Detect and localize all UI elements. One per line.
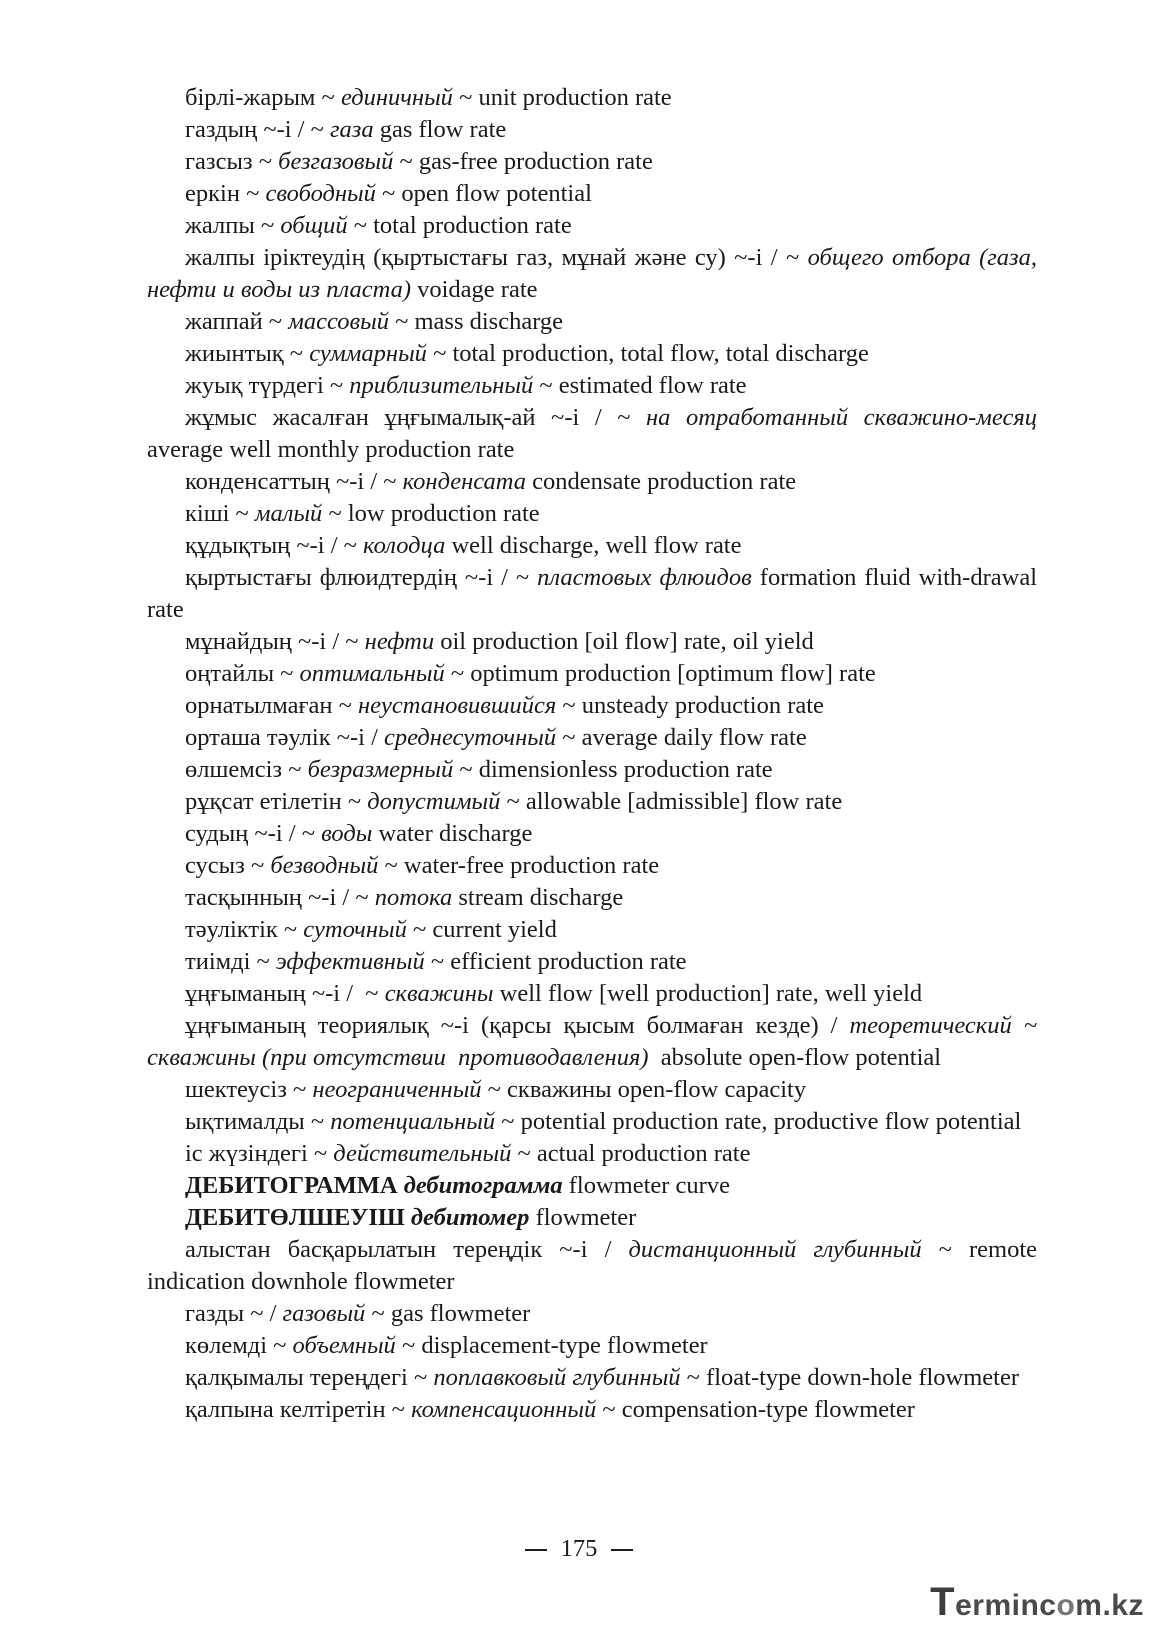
dictionary-entry xyxy=(147,850,1037,882)
dictionary-entry xyxy=(147,690,1037,722)
entry-headword: ДЕБИТОГРАММА xyxy=(185,1172,404,1199)
dictionary-entry xyxy=(147,178,1037,210)
entry-text: ~ efficient production rate xyxy=(424,948,687,975)
entry-russian-term: конденсата xyxy=(402,468,527,495)
entry-text: ~ actual production rate xyxy=(511,1140,751,1167)
entry-text: іс жүзіндегі ~ xyxy=(185,1140,334,1167)
entry-russian-term: газовый xyxy=(282,1300,366,1327)
entry-russian-term: безводный xyxy=(270,852,379,879)
entry-russian-term: потока xyxy=(374,884,453,911)
page-number: 175 xyxy=(560,1535,598,1562)
entry-text: flowmeter xyxy=(529,1204,637,1231)
entry-russian-term: массовый xyxy=(288,308,389,335)
dictionary-entry xyxy=(147,1234,1044,1298)
entry-text: конденсаттың ~-і / ~ xyxy=(185,468,403,495)
dictionary-entry xyxy=(147,530,1037,562)
entry-text: жалпы іріктеудің (қыртыстағы газ, мұнай және су) ~-і / ~ xyxy=(185,244,808,271)
entry-text: ~ allowable [admissible] flow rate xyxy=(500,788,843,815)
logo-o: o xyxy=(1056,1589,1076,1622)
dictionary-entry xyxy=(147,754,1037,786)
entry-russian-term: теоретический ~ скважины (при отсутствии противодавления) xyxy=(147,1012,1044,1071)
dictionary-entry xyxy=(147,1362,1037,1394)
entry-text: оңтайлы ~ xyxy=(185,660,300,687)
dictionary-entry xyxy=(147,978,1037,1010)
termincom-logo xyxy=(930,1580,1144,1625)
dictionary-entry xyxy=(147,370,1037,402)
entry-text: газды ~ / xyxy=(185,1300,283,1327)
entry-text: тасқынның ~-і / ~ xyxy=(185,884,375,911)
entry-russian-term: дистанционный глубинный xyxy=(628,1236,922,1263)
entry-text: қалпына келтіретін ~ xyxy=(185,1396,412,1423)
entry-text: flowmeter curve xyxy=(562,1172,730,1199)
dictionary-entry xyxy=(147,1394,1037,1426)
entry-text: ~ average daily flow rate xyxy=(556,724,807,751)
entry-text: well flow [well production] rate, well yield xyxy=(493,980,923,1007)
entry-text: қалқымалы тереңдегі ~ xyxy=(185,1364,434,1391)
entry-text: ~ dimensionless production rate xyxy=(453,756,773,783)
entry-text: шектеусіз ~ xyxy=(185,1076,313,1103)
footer-dash-left xyxy=(525,1549,547,1551)
entry-text: рұқсат етілетін ~ xyxy=(185,788,368,815)
entry-text: еркін ~ xyxy=(185,180,266,207)
entry-text: орташа тәулік ~-і / xyxy=(185,724,385,751)
entry-text: ~ displacement-type flowmeter xyxy=(395,1332,708,1359)
entry-text: орнатылмаған ~ xyxy=(185,692,358,719)
entry-russian-term: общего отбора (газа, нефти и воды из пласта) xyxy=(147,244,1044,303)
entry-text: ~ unit production rate xyxy=(452,84,672,111)
footer-dash-right xyxy=(611,1549,633,1551)
entry-headword: ДЕБИТӨЛШЕУІШ xyxy=(185,1204,411,1231)
entry-russian-term: поплавковый глубинный xyxy=(433,1364,681,1391)
entry-text: қыртыстағы флюидтердің ~-і / ~ xyxy=(185,564,538,591)
entry-text: ~ low production rate xyxy=(322,500,540,527)
entry-text: voidage rate xyxy=(410,276,538,303)
entry-text: жаппай ~ xyxy=(185,308,289,335)
entry-russian-term: действительный xyxy=(333,1140,512,1167)
entry-text: жиынтық ~ xyxy=(185,340,310,367)
entry-russian-term: малый xyxy=(254,500,323,527)
entry-text: ~ open flow potential xyxy=(375,180,592,207)
dictionary-entry xyxy=(147,114,1037,146)
dictionary-entry xyxy=(147,1298,1037,1330)
entry-russian-term: общий xyxy=(280,212,348,239)
dictionary-entry xyxy=(147,658,1037,690)
entry-text: жуық түрдегі ~ xyxy=(185,372,350,399)
dictionary-entry xyxy=(147,498,1037,530)
entry-russian-term: приблизительный xyxy=(349,372,534,399)
dictionary-entry xyxy=(147,882,1037,914)
entry-text: ~ water-free production rate xyxy=(378,852,660,879)
dictionary-entry xyxy=(147,306,1037,338)
entry-text: өлшемсіз ~ xyxy=(185,756,308,783)
entry-russian-term: нефти xyxy=(364,628,435,655)
entry-text: алыстан басқарылатын тереңдік ~-і / xyxy=(185,1236,629,1263)
entry-text: судың ~-і / ~ xyxy=(185,820,322,847)
entry-russian-term: единичный xyxy=(340,84,453,111)
entry-russian-term: пластовых флюидов xyxy=(537,564,752,591)
entry-russian-term: скважины xyxy=(384,980,494,1007)
entry-text: жұмыс жасалған ұңғымалық-ай ~-і / ~ xyxy=(185,404,647,431)
dictionary-entry xyxy=(147,210,1037,242)
entry-text: gas flow rate xyxy=(373,116,507,143)
dictionary-entry xyxy=(147,338,1037,370)
dictionary-entry xyxy=(147,946,1037,978)
entry-text: көлемді ~ xyxy=(185,1332,293,1359)
entry-text: ~ gas flowmeter xyxy=(365,1300,531,1327)
dictionary-entry xyxy=(147,466,1037,498)
entry-russian-term: свободный xyxy=(265,180,376,207)
dictionary-entry xyxy=(147,626,1037,658)
entry-text: ~ compensation-type flowmeter xyxy=(596,1396,915,1423)
entry-russian-term: компенсационный xyxy=(411,1396,597,1423)
dictionary-entry xyxy=(147,1074,1037,1106)
dictionary-entry xyxy=(147,914,1037,946)
entry-text: ~ estimated flow rate xyxy=(533,372,747,399)
dictionary-entry xyxy=(147,1106,1037,1138)
entry-text: тәуліктік ~ xyxy=(185,916,304,943)
entry-text: сусыз ~ xyxy=(185,852,271,879)
entry-russian-term: колодца xyxy=(363,532,446,559)
entry-text: oil production [oil flow] rate, oil yield xyxy=(434,628,814,655)
dictionary-entry xyxy=(147,562,1044,626)
entry-russian-term: неограниченный xyxy=(312,1076,482,1103)
page-footer xyxy=(0,1535,1158,1563)
entry-text: average well monthly production rate xyxy=(147,404,1044,463)
dictionary-entry xyxy=(147,146,1037,178)
entry-russian-term: газа xyxy=(329,116,374,143)
entry-text: formation fluid with-drawal rate xyxy=(147,564,1044,623)
entry-text: кіші ~ xyxy=(185,500,255,527)
dictionary-entry xyxy=(147,1010,1044,1074)
entry-text: ~ mass discharge xyxy=(388,308,564,335)
entry-text: ықтималды ~ xyxy=(185,1108,331,1135)
entry-text: ~ unsteady production rate xyxy=(556,692,824,719)
entry-text: ~ total production, total flow, total discharge xyxy=(426,340,869,367)
dictionary-entry xyxy=(147,722,1037,754)
entry-russian-term: суммарный xyxy=(309,340,427,367)
logo-domain: m.kz xyxy=(1075,1589,1144,1622)
entry-text: ~ current yield xyxy=(406,916,557,943)
entry-russian-term: воды xyxy=(321,820,373,847)
entry-text: ~ скважины open-flow capacity xyxy=(481,1076,807,1103)
dictionary-entry xyxy=(147,1202,1037,1234)
entry-text: газсыз ~ xyxy=(185,148,279,175)
entry-text: ұңғыманың ~-і / ~ xyxy=(185,980,385,1007)
entry-text: ~ remote indication downhole flowmeter xyxy=(147,1236,1044,1295)
entry-text: ~ float-type down-hole flowmeter xyxy=(680,1364,1020,1391)
entry-russian-term: среднесуточный xyxy=(384,724,557,751)
entry-text: ұңғыманың теориялық ~-і (қарсы қысым болмаған кезде) / xyxy=(185,1012,850,1039)
entry-text: бірлі-жарым xyxy=(185,84,322,111)
entry-russian-term: потенциальный xyxy=(330,1108,496,1135)
entry-text: absolute open-flow potential xyxy=(648,1044,942,1071)
entry-text: ~ potential production rate, productive flow potential xyxy=(495,1108,1022,1135)
entry-russian-term: суточный xyxy=(303,916,407,943)
dictionary-entry xyxy=(147,1138,1037,1170)
dictionary-entry xyxy=(147,786,1037,818)
entry-text: well discharge, well flow rate xyxy=(445,532,742,559)
entry-text: ~ xyxy=(321,84,341,111)
entry-russian-term: безгазовый xyxy=(278,148,394,175)
logo-letter: T xyxy=(930,1580,956,1624)
entry-text: мұнайдың ~-і / ~ xyxy=(185,628,365,655)
entry-text: ~ gas-free production rate xyxy=(393,148,653,175)
entry-headword: дебитограмма xyxy=(403,1172,563,1199)
entry-text: жалпы ~ xyxy=(185,212,281,239)
entry-text: ~ total production rate xyxy=(347,212,572,239)
entry-text: stream discharge xyxy=(452,884,624,911)
entry-text: газдың ~-і / ~ xyxy=(185,116,330,143)
dictionary-page xyxy=(147,82,1044,1426)
dictionary-entry xyxy=(147,818,1037,850)
entry-russian-term: эффективный xyxy=(275,948,425,975)
dictionary-entry xyxy=(147,1330,1037,1362)
entry-russian-term: безразмерный xyxy=(307,756,454,783)
entry-russian-term: оптимальный xyxy=(299,660,445,687)
entry-headword: дебитомер xyxy=(410,1204,530,1231)
entry-russian-term: на отработанный скважино-месяц xyxy=(646,404,1037,431)
dictionary-entry xyxy=(147,402,1044,466)
entry-text: құдықтың ~-і / ~ xyxy=(185,532,364,559)
entry-text: ~ optimum production [optimum flow] rate xyxy=(444,660,876,687)
entry-russian-term: допустимый xyxy=(367,788,501,815)
entry-russian-term: объемный xyxy=(292,1332,396,1359)
entry-russian-term: неустановившийся xyxy=(358,692,557,719)
entry-text: water discharge xyxy=(372,820,533,847)
dictionary-entry xyxy=(147,82,1037,114)
entry-text: condensate production rate xyxy=(526,468,797,495)
dictionary-entry xyxy=(147,1170,1037,1202)
logo-text: erminc xyxy=(955,1589,1057,1622)
dictionary-entry xyxy=(147,242,1044,306)
entry-text: тиімді ~ xyxy=(185,948,276,975)
